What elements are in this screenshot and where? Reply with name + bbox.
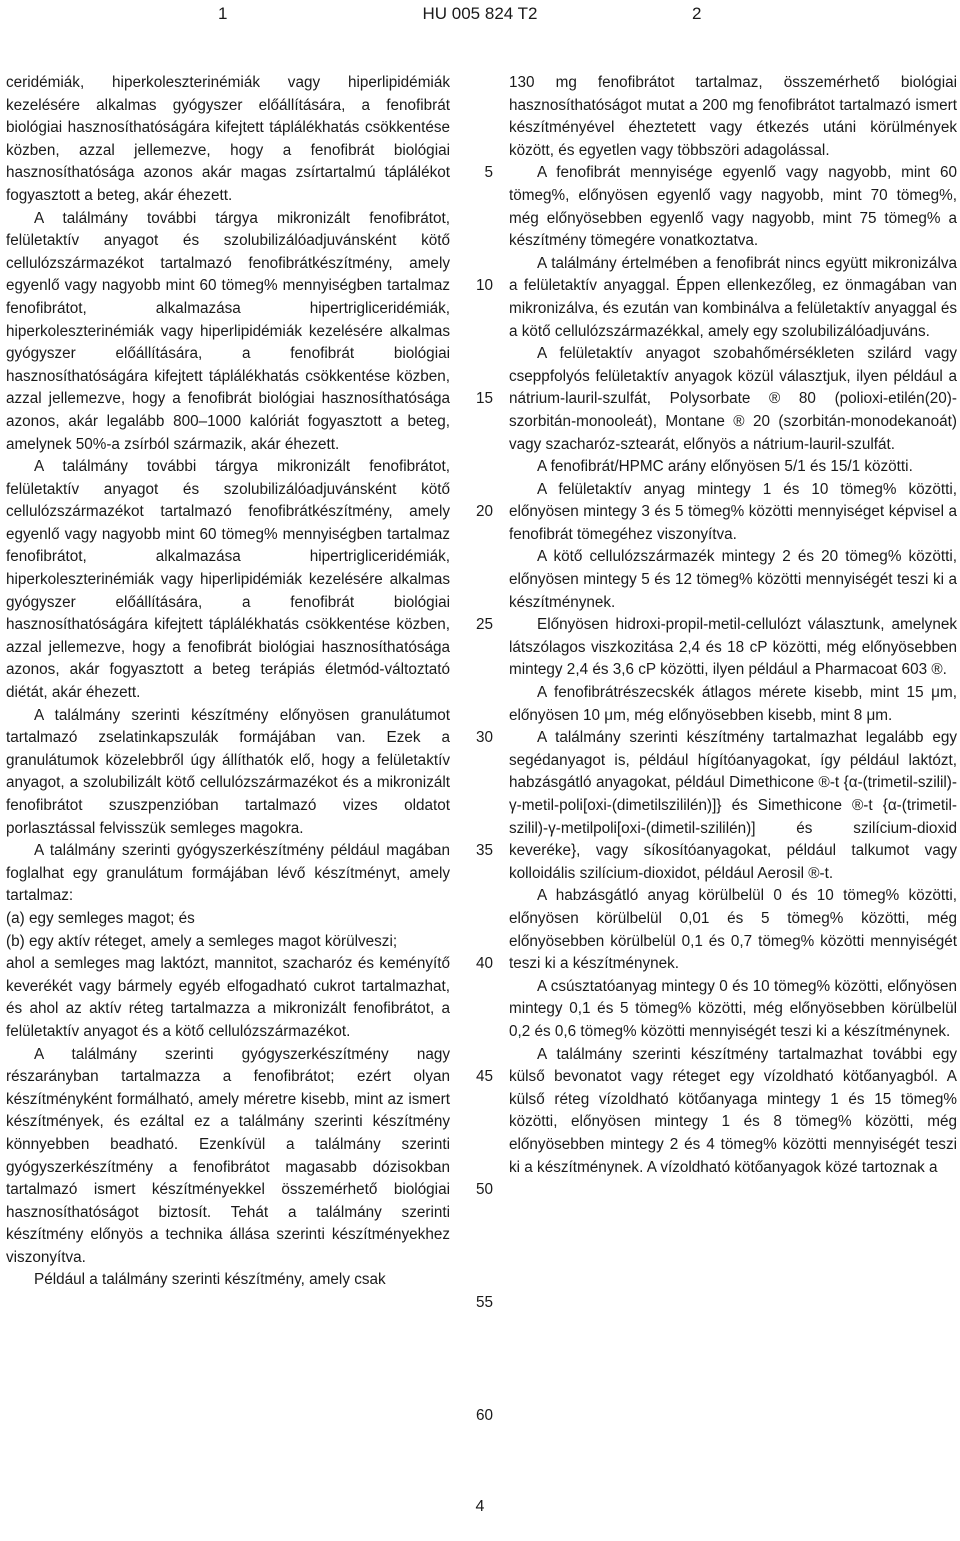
paragraph: Előnyösen hidroxi-propil-metil-cellulózt választunk, amelynek látszólagos viszkozitása 2,4 és 18 cP közötti, még előnyösebben mintegy 2,4 és 3,6 cP közötti, ilyen például a Pharmacoat 603 ®. bbox=[509, 616, 957, 679]
paragraph: A kötő cellulózszármazék mintegy 2 és 20 tömeg% közötti, előnyösen mintegy 5 és 12 tömeg% közötti mennyiségét teszi ki a készítménynek. bbox=[509, 548, 957, 611]
page-footer bbox=[0, 1498, 960, 1516]
paragraph: A találmány szerinti gyógyszerkészítmény nagy részarányban tartalmazza a fenofibrátot; ezért olyan készítményként formálható, amely méretre kisebb, mint az ismert készítmények, és ezáltal ez a találmány szerinti készítmény könnyebben beadható. Ezenkívül a találmány szerinti gyógyszerkészítmény a fenofibrátot magasabb dózisokban tartalmazó ismert készítményekkel összemérhető biológiai hasznosíthatóságot biztosít. Tehát a találmány szerinti készítmény előnyös a technika állása szerinti készítményekhez viszonyítva. bbox=[6, 1045, 450, 1266]
paragraph: A fenofibrát/HPMC arány előnyösen 5/1 és 15/1 közötti. bbox=[537, 458, 913, 476]
line-number: 30 bbox=[475, 729, 493, 747]
line-number: 5 bbox=[484, 164, 493, 182]
page-number-right: 2 bbox=[692, 4, 702, 23]
paragraph: (b) egy aktív réteget, amely a semleges magot körülveszi; bbox=[6, 932, 398, 950]
paragraph: ceridémiák, hiperkoleszterinémiák vagy hiperlipidémiák kezelésére alkalmas gyógyszer előállítására, a fenofibrát biológiai hasznosíthatóságára kifejtett táplálékhatás csökkentése közben, azzal jellemezve, hogy a fenofibrát biológiai hasznosíthatósága azonos akár magas zsírtartalmú táplálékot fogyasztott a beteg, akár éhezett. bbox=[6, 74, 450, 204]
page-number-left: 1 bbox=[218, 4, 228, 23]
line-number: 20 bbox=[475, 503, 493, 521]
line-number: 25 bbox=[475, 616, 493, 634]
paragraph: A találmány szerinti készítmény tartalmazhat további egy külső bevonatot vagy réteget egy vízoldható kötőanyagból. A külső réteg vízoldható kötőanyaga mintegy 1 és 15 tömeg% közötti, előnyösen mintegy 1 és 8 tömeg% közötti, még előnyösebben mintegy 2 és 4 tömeg% közötti mennyiségét teszi ki a készítménynek. A vízoldható kötőanyagok közé tartoznak a bbox=[509, 1045, 957, 1176]
line-number: 55 bbox=[475, 1294, 493, 1312]
paragraph: A felületaktív anyag mintegy 1 és 10 tömeg% közötti, előnyösen mintegy 3 és 5 tömeg% közötti mennyiséget képvisel a fenofibrát tömegéhez viszonyítva. bbox=[509, 480, 957, 543]
paragraph: (a) egy semleges magot; és bbox=[6, 909, 195, 927]
paragraph: A találmány szerinti készítmény tartalmazhat legalább egy segédanyagot is, például hígítóanyagokat, így például laktózt, habzásgátló anyagokat, például Dimethicone ®-t {α-(trimetil-szilil)-γ-metil-poli[oxi-(dimetilszililén)]} és Simethicone ®-t {α-(trimetil-szilil)-γ-metilpoli[oxi-(dimetil-szililén)] és szilícium-dioxid keveréke}, vagy síkosítóanyagokat, például talkumot vagy kolloidális szilícium-dioxidot, például Aerosil ®-t. bbox=[509, 729, 957, 882]
paragraph: Például a találmány szerinti készítmény, amely csak bbox=[34, 1271, 386, 1289]
paragraph: A találmány további tárgya mikronizált fenofibrátot, felületaktív anyagot és szolubilizálóadjuvánsként kötő cellulózszármazékot tartalmazó fenofibrátkészítmény, amely egyenlő vagy nagyobb mint 60 tömeg% mennyiségben tartalmaz fenofibrátot, alkalmazása hipertrigliceridémiák, hiperkoleszterinémiák vagy hiperlipidémiák kezelésére alkalmas gyógyszer előállítására, a fenofibrát biológiai hasznosíthatóságára kifejtett táplálékhatás csökkentése közben, azzal jellemezve, hogy a fenofibrát biológiai hasznosíthatósága azonos, akár fogyasztott a beteg terápiás életmód-változtató diétát, akár éhezett. bbox=[6, 458, 450, 702]
line-number: 10 bbox=[475, 277, 493, 295]
paragraph: A felületaktív anyagot szobahőmérsékleten szilárd vagy cseppfolyós felületaktív anyagok közül választjuk, ilyen például a nátrium-lauril-szulfát, Polysorbate ® 80 (polioxi-etilén(20)-szorbitán-monooleát), Montane ® 20 (szorbitán-monodekanoát) vagy szacharóz-sztearát, előnyös a nátrium-lauril-szulfát. bbox=[509, 345, 957, 453]
paragraph: A találmány értelmében a fenofibrát nincs együtt mikronizálva a felületaktív anyaggal. Éppen ellenkezőleg, ez önmagában van mikronizálva, és ezután van kombinálva a felületaktív anyaggal és a kötő cellulózszármazékkal, amely egy szolubilizálóadjuváns. bbox=[509, 254, 957, 340]
page-number: 4 bbox=[475, 1498, 485, 1515]
paragraph: A találmány további tárgya mikronizált fenofibrátot, felületaktív anyagot és szolubilizálóadjuvánsként kötő cellulózszármazékot tartalmazó fenofibrátkészítmény, amely egyenlő vagy nagyobb mint 60 tömeg% mennyiségben tartalmaz fenofibrátot, alkalmazása hipertrigliceridémiák, hiperkoleszterinémiák vagy hiperlipidémiák kezelésére alkalmas gyógyszer előállítására, a fenofibrát biológiai hasznosíthatóságára kifejtett táplálékhatás csökkentése közben, azzal jellemezve, hogy a fenofibrát biológiai hasznosíthatósága azonos, akár legalább 800–1000 kalóriát fogyasztott a beteg, amelynek 50%-a zsírból származik, akár éhezett. bbox=[6, 209, 450, 453]
paragraph: A találmány szerinti gyógyszerkészítmény például magában foglalhat egy granulátum formájában lévő készítményt, amely tartalmaz: bbox=[6, 842, 450, 905]
paragraph: ahol a semleges mag laktózt, mannitot, szacharóz és keményítő keverékét vagy bármely egyéb elfogadható cukrot tartalmazhat, és ahol az aktív réteg tartalmazza a mikronizált fenofibrátot, a felületaktív anyagot és a kötő cellulózszármazékot. bbox=[6, 955, 450, 1040]
line-number: 15 bbox=[475, 390, 493, 408]
paragraph: A fenofibrát mennyisége egyenlő vagy nagyobb, mint 60 tömeg%, előnyösen egyenlő vagy nagyobb, mint 70 tömeg%, még előnyösebben egyenlő vagy nagyobb, mint 75 tömeg% a készítmény tömegére vonatkoztatva. bbox=[509, 164, 957, 250]
paragraph: A csúsztatóanyag mintegy 0 és 10 tömeg% közötti, előnyösen mintegy 0,1 és 5 tömeg% közötti, még előnyösebben körülbelül 0,2 és 0,6 tömeg% közötti mennyiségét teszi ki a készítménynek. bbox=[509, 977, 957, 1040]
line-number: 60 bbox=[475, 1407, 493, 1425]
line-number: 50 bbox=[475, 1181, 493, 1199]
left-column bbox=[6, 72, 450, 1292]
line-number: 40 bbox=[475, 955, 493, 973]
paragraph: A találmány szerinti készítmény előnyösen granulátumot tartalmazó zselatinkapszulák formájában van. Ezek a granulátumok közelebbről úgy állíthatók elő, hogy a felületaktív anyagot, a szolubilizált kötő cellulózszármazékot és a mikronizált fenofibrátot szuszpenzióban tartalmazó vizes oldatot porlasztással felvisszük semleges magokra. bbox=[6, 706, 450, 837]
paragraph: A habzásgátló anyag körülbelül 0 és 10 tömeg% közötti, előnyösen körülbelül 0,01 és 5 tömeg% közötti, még előnyösebben körülbelül 0,1 és 0,7 tömeg% közötti mennyiségét teszi ki a készítménynek. bbox=[509, 887, 957, 973]
right-column bbox=[509, 72, 957, 1179]
paragraph: 130 mg fenofibrátot tartalmaz, összemérhető biológiai hasznosíthatóságot mutat a 200 mg fenofibrátot tartalmazó ismert készítményével éheztetett vagy étkezés utáni körülmények között, és egyetlen vagy többszöri adagolással. bbox=[509, 74, 957, 159]
line-number: 35 bbox=[475, 842, 493, 860]
paragraph: A fenofibrátrészecskék átlagos mérete kisebb, mint 15 μm, előnyösen 10 μm, még előnyösebben kisebb, mint 8 μm. bbox=[509, 684, 957, 724]
document-id: HU 005 824 T2 bbox=[422, 4, 538, 23]
line-number: 45 bbox=[475, 1068, 493, 1086]
page-header bbox=[0, 4, 960, 30]
